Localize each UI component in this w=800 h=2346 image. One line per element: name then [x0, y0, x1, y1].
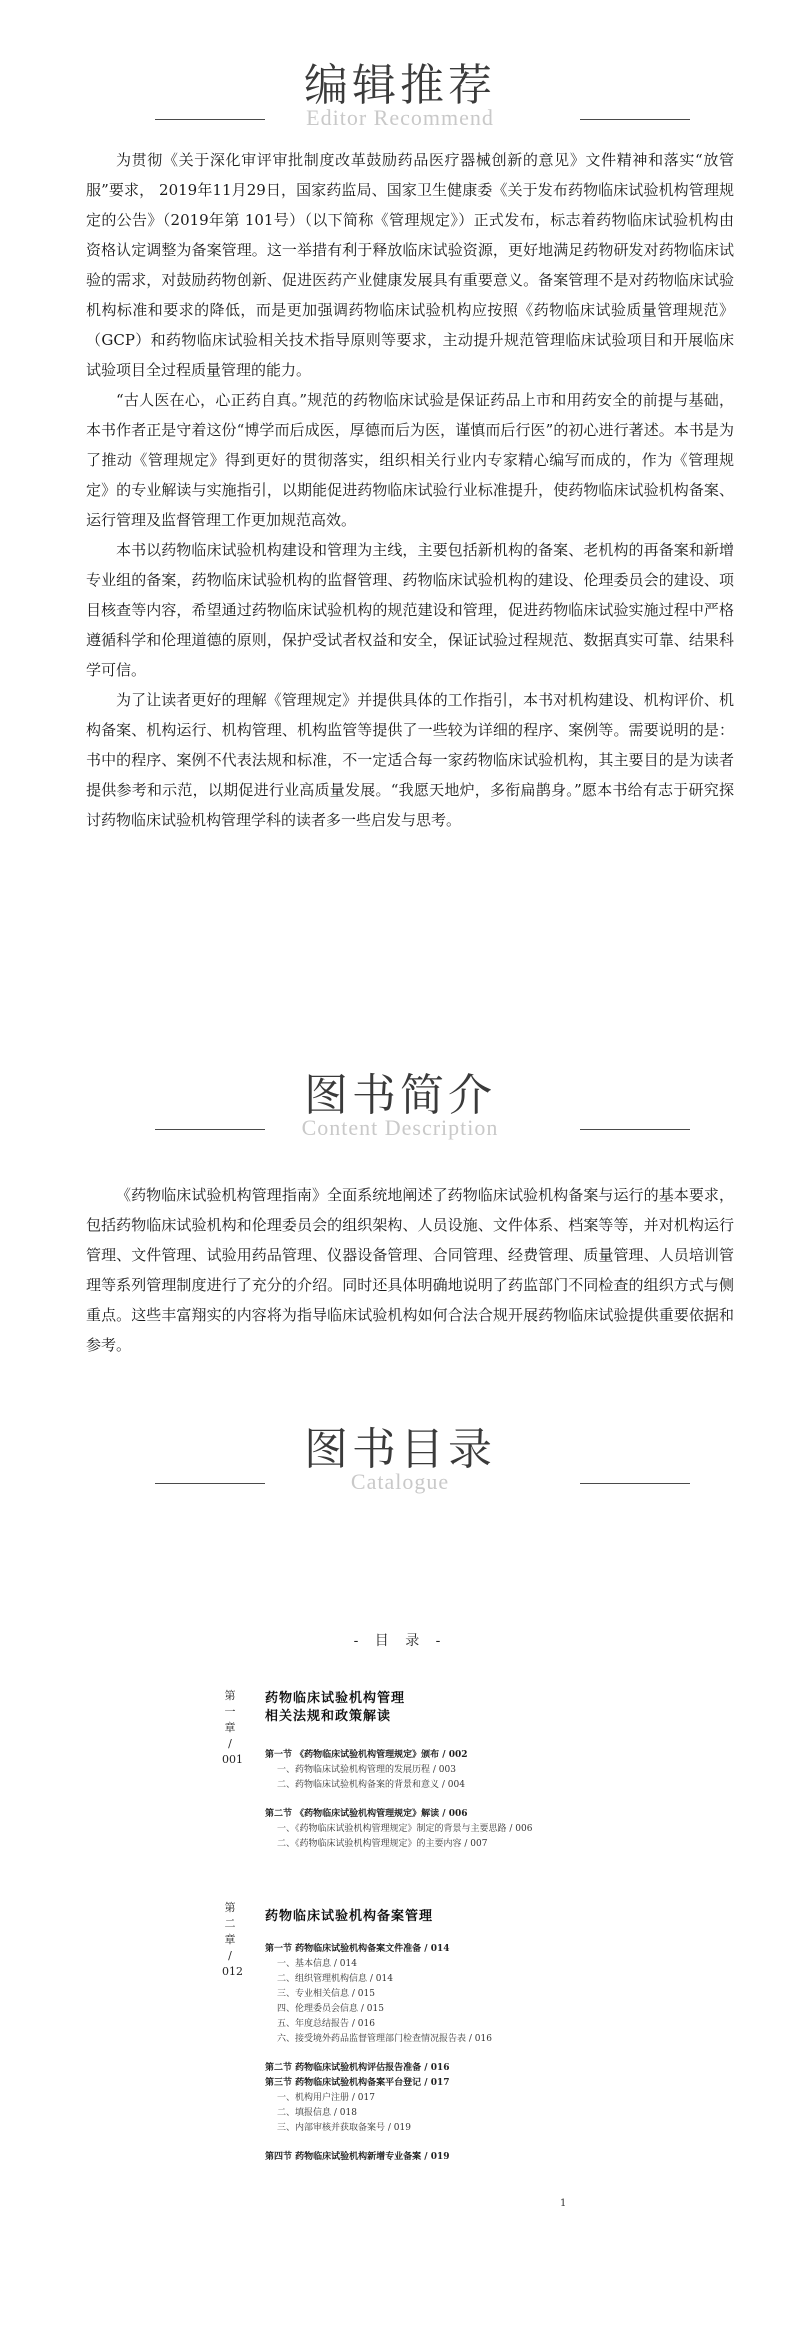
intro-paragraph: 《药物临床试验机构管理指南》全面系统地阐述了药物临床试验机构备案与运行的基本要求，包括药物临床试验机构和伦理委员会的组织架构、人员设施、文件体系、档案等等，并对机构运行管理、文件管理、试验用药品管理、仪器设备管理、合同管理、经费管理、质量管理、人员培训管理等系列管理制度进行了充分的介绍。同时还具体明确地说明了药监部门不同检查的组织方式与侧重点。这些丰富翔实的内容将为指导临床试验机构如何合法合规开展药物临床试验提供重要依据和参考。 — [86, 1186, 734, 1354]
toc-subsection: 二、《药物临床试验机构管理规定》的主要内容 / 007 — [277, 1839, 488, 1849]
chapter-1-tag: 第一章 / 001 — [222, 1689, 243, 1766]
editor-paragraph-1: 为贯彻《关于深化审评审批制度改革鼓励药品医疗器械创新的意见》文件精神和落实“放管服”要求， 2019年11月29日，国家药监局、国家卫生健康委《关于发布药物临床试验机构管理规定的公告》（2019年第 101号）（以下简称《管理规定》）正式发布，标志着药物临床试验机构由资格认定调整为备案管理。这一举措有利于释放临床试验资源，更好地满足药物研发对药物临床试验的需求，对鼓励药物创新、促进医药产业健康发展具有重要意义。备案管理不是对药物临床试验机构标准和要求的降低，而是更加强调药物临床试验机构应按照《药物临床试验质量管理规范》（GCP）和药物临床试验相关技术指导原则等要求，主动提升规范管理临床试验项目和开展临床试验项目全过程质量管理的能力。 — [86, 151, 734, 379]
toc-subsection: 三、专业相关信息 / 015 — [277, 1989, 375, 1999]
chapter-2-tag: 第二章 / 012 — [222, 1901, 243, 1978]
toc-section: 第二节 药物临床试验机构评估报告准备 / 016 — [265, 2063, 450, 2073]
editor-subtitle: Editor Recommend — [0, 106, 800, 130]
toc-subsection: 一、机构用户注册 / 017 — [277, 2093, 375, 2103]
toc-subsection: 一、药物临床试验机构管理的发展历程 / 003 — [277, 1765, 456, 1775]
toc-section: 第二节 《药物临床试验机构管理规定》解读 / 006 — [265, 1809, 468, 1819]
chapter-1-sections — [265, 1748, 665, 1852]
toc-subsection: 五、年度总结报告 / 016 — [277, 2019, 375, 2029]
chapter-2-title-line1: 药物临床试验机构备案管理 — [265, 1909, 434, 1924]
editor-paragraph-2: “古人医在心，心正药自真。”规范的药物临床试验是保证药品上市和用药安全的前提与基础，本书作者正是守着这份“博学而后成医，厚德而后为医，谨慎而后行医”的初心进行著述。本书是为了推动《管理规定》得到更好的贯彻落实，组织相关行业内专家精心编写而成的，作为《管理规定》的专业解读与实施指引，以期能促进药物临床试验行业标准提升，使药物临床试验机构备案、运行管理及监督管理工作更加规范高效。 — [86, 391, 734, 529]
toc-subsection: 二、药物临床试验机构备案的背景和意义 / 004 — [277, 1780, 465, 1790]
toc-section: 第四节 药物临床试验机构新增专业备案 / 019 — [265, 2152, 450, 2162]
catalogue-section-header — [0, 1424, 800, 1494]
chapter-1-title-line1: 药物临床试验机构管理 — [265, 1691, 406, 1706]
chapter-1-title — [265, 1690, 405, 1726]
page-number: 1 — [560, 2198, 567, 2209]
catalogue-subtitle: Catalogue — [0, 1470, 800, 1494]
toc-heading: - 目 录 - — [353, 1633, 447, 1649]
intro-title: 图书简介 — [304, 1070, 496, 1121]
catalogue-title: 图书目录 — [304, 1424, 496, 1475]
toc-page-image — [0, 1590, 800, 2346]
toc-subsection: 一、《药物临床试验机构管理规定》制定的背景与主要思路 / 006 — [277, 1824, 533, 1834]
toc-subsection: 二、填报信息 / 018 — [277, 2108, 357, 2118]
editor-section-header — [0, 60, 800, 130]
toc-subsection: 一、基本信息 / 014 — [277, 1959, 357, 1969]
toc-subsection: 六、接受境外药品监督管理部门检查情况报告表 / 016 — [277, 2034, 492, 2044]
toc-section: 第一节 药物临床试验机构备案文件准备 / 014 — [265, 1944, 450, 1954]
editor-body — [86, 145, 734, 835]
chapter-2-title — [265, 1908, 433, 1926]
chapter-2-sections — [265, 1942, 665, 2165]
chapter-1-title-line2: 相关法规和政策解读 — [265, 1709, 392, 1724]
editor-title: 编辑推荐 — [304, 60, 496, 111]
toc-subsection: 四、伦理委员会信息 / 015 — [277, 2004, 384, 2014]
editor-paragraph-3: 本书以药物临床试验机构建设和管理为主线，主要包括新机构的备案、老机构的再备案和新增专业组的备案，药物临床试验机构的监督管理、药物临床试验机构的建设、伦理委员会的建设、项目核查等内容，希望通过药物临床试验机构的规范建设和管理，促进药物临床试验实施过程中严格遵循科学和伦理道德的原则，保护受试者权益和安全，保证试验过程规范、数据真实可靠、结果科学可信。 — [86, 541, 734, 679]
editor-paragraph-4: 为了让读者更好的理解《管理规定》并提供具体的工作指引，本书对机构建设、机构评价、机构备案、机构运行、机构管理、机构监管等提供了一些较为详细的程序、案例等。需要说明的是：书中的程序、案例不代表法规和标准，不一定适合每一家药物临床试验机构，其主要目的是为读者提供参考和示范，以期促进行业高质量发展。“我愿天地炉，多衔扁鹊身。”愿本书给有志于研究探讨药物临床试验机构管理学科的读者多一些启发与思考。 — [86, 691, 734, 829]
toc-section: 第三节 药物临床试验机构备案平台登记 / 017 — [265, 2078, 450, 2088]
intro-body — [86, 1180, 734, 1360]
toc-subsection: 三、内部审核并获取备案号 / 019 — [277, 2123, 411, 2133]
intro-subtitle: Content Description — [0, 1116, 800, 1140]
toc-subsection: 二、组织管理机构信息 / 014 — [277, 1974, 393, 1984]
intro-section-header — [0, 1070, 800, 1140]
toc-section: 第一节 《药物临床试验机构管理规定》颁布 / 002 — [265, 1750, 468, 1760]
